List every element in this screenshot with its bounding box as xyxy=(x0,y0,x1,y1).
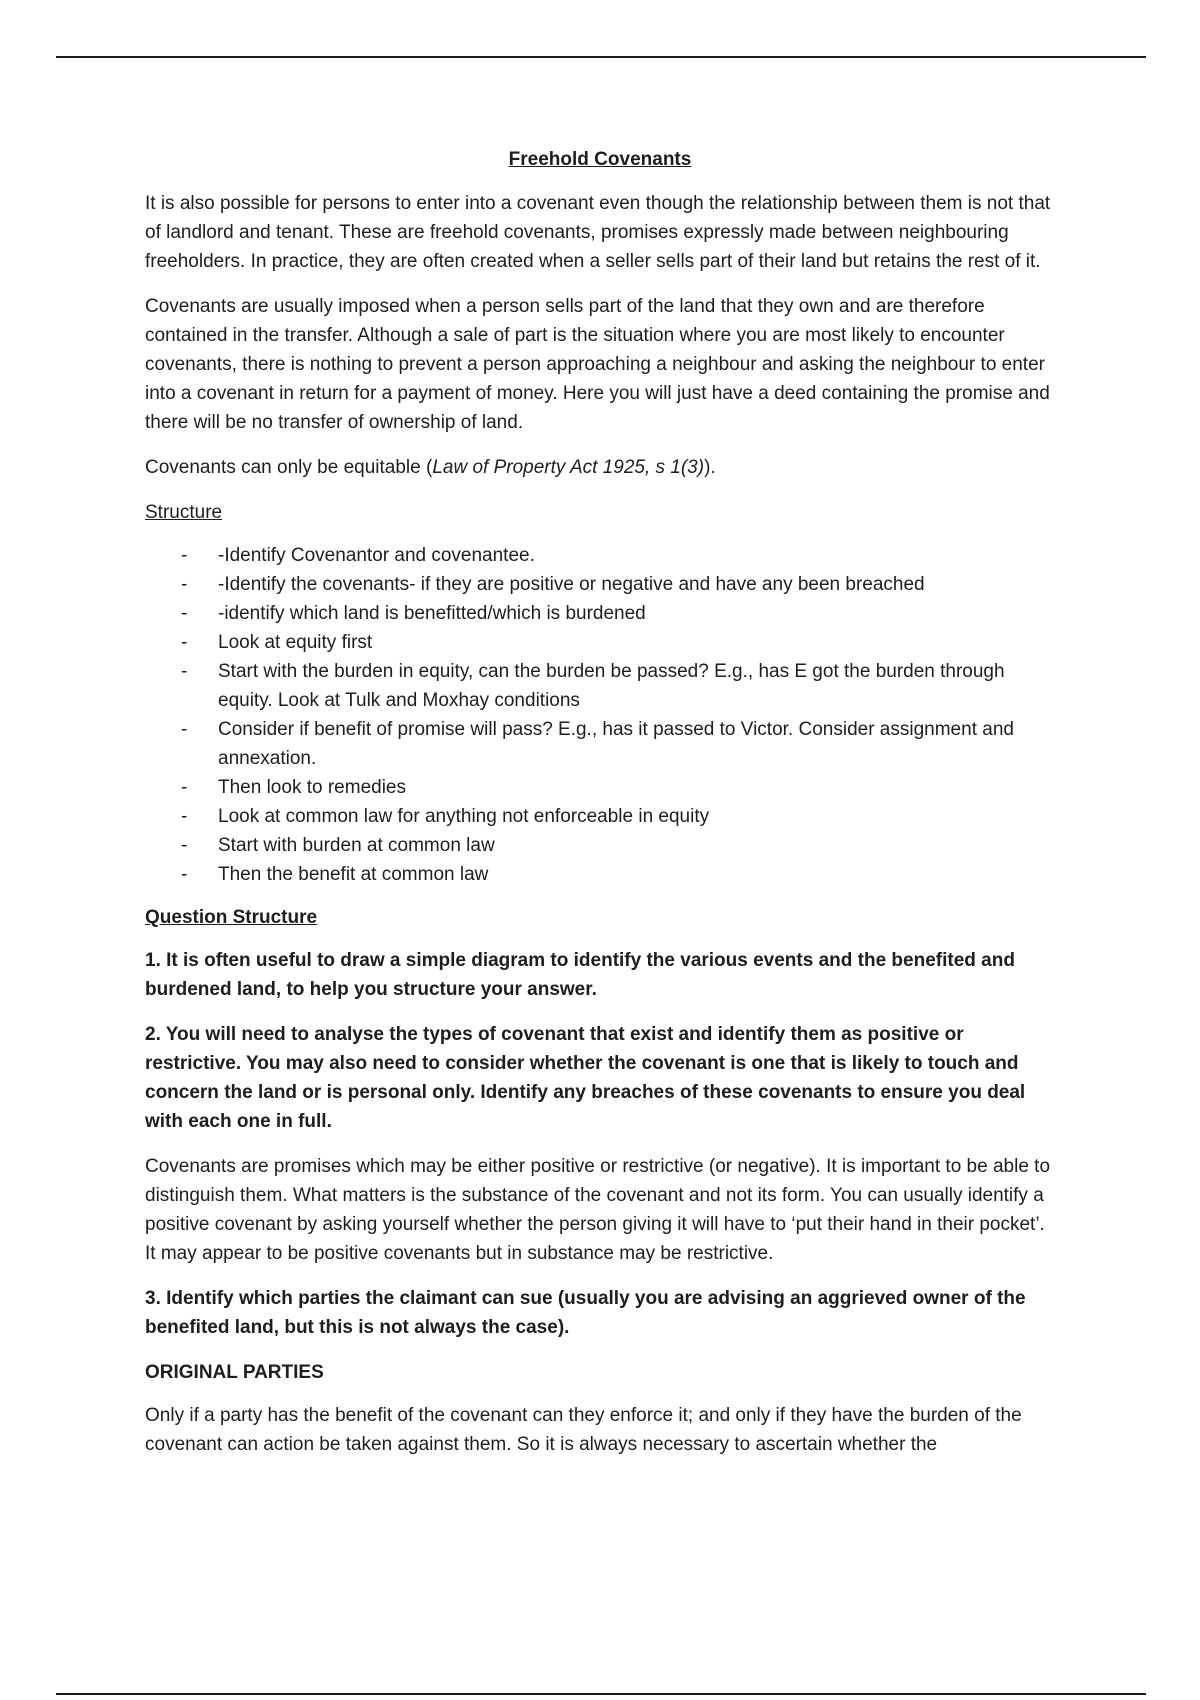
question-point-1: 1. It is often useful to draw a simple diagram to identify the various events and the benefited and burdened land, to help you structure your answer. xyxy=(145,950,1015,1000)
original-parties-paragraph: Only if a party has the benefit of the covenant can they enforce it; and only if they have the burden of the covenant can action be taken against them. So it is always necessary to ascertain whether the xyxy=(145,1405,1022,1455)
structure-heading: Structure xyxy=(145,502,223,523)
page-title: Freehold Covenants xyxy=(508,149,692,170)
intro-paragraph-2: Covenants are usually imposed when a person sells part of the land that they own and are therefore contained in the transfer. Although a sale of part is the situation where you are most likely to encounter covenants, there is nothing to prevent a person approaching a neighbour and asking the neighbour to enter into a covenant in return for a payment of money. Here you will just have a deed containing the promise and there will be no transfer of ownership of land. xyxy=(145,296,1050,433)
equitable-text-before: Covenants can only be equitable ( xyxy=(145,457,433,478)
list-item-text: Start with the burden in equity, can the burden be passed? E.g., has E got the burden through equity. Look at Tulk and Moxhay conditions xyxy=(218,661,1005,711)
covenants-paragraph: Covenants are promises which may be either positive or restrictive (or negative). It is important to be able to distinguish them. What matters is the substance of the covenant and not its form. You can usually identify a positive covenant by asking yourself whether the person giving it will have to ‘put their hand in their pocket’. It may appear to be positive covenants but in substance may be restrictive. xyxy=(145,1156,1051,1264)
original-parties-heading: ORIGINAL PARTIES xyxy=(145,1362,324,1383)
list-item xyxy=(145,831,1055,860)
bullet-dash: - xyxy=(181,603,188,624)
list-item-text: -Identify Covenantor and covenantee. xyxy=(218,545,535,566)
list-item-text: -identify which land is benefitted/which is burdened xyxy=(218,603,646,624)
list-item-text: Look at common law for anything not enforceable in equity xyxy=(218,806,710,827)
question-structure-heading: Question Structure xyxy=(145,907,318,928)
intro-paragraph-1: It is also possible for persons to enter into a covenant even though the relationship between them is not that of landlord and tenant. These are freehold covenants, promises expressly made between neighbouring freeholders. In practice, they are often created when a seller sells part of their land but retains the rest of it. xyxy=(145,193,1051,272)
list-item xyxy=(145,860,1055,889)
structure-list xyxy=(145,541,1055,889)
list-item xyxy=(145,628,1055,657)
list-item-text: Start with burden at common law xyxy=(218,835,495,856)
question-point-2: 2. You will need to analyse the types of covenant that exist and identify them as positive or restrictive. You may also need to consider whether the covenant is one that is likely to touch and concern the land or is personal only. Identify any breaches of these covenants to ensure you deal with each one in full. xyxy=(145,1024,1026,1132)
document-body xyxy=(145,145,1055,1475)
list-item xyxy=(145,773,1055,802)
bullet-dash: - xyxy=(181,661,188,682)
bullet-dash: - xyxy=(181,632,188,653)
bullet-dash: - xyxy=(181,806,188,827)
list-item-text: Look at equity first xyxy=(218,632,373,653)
list-item xyxy=(145,657,1055,715)
list-item-text: Consider if benefit of promise will pass? E.g., has it passed to Victor. Consider assignment and annexation. xyxy=(218,719,1014,769)
list-item xyxy=(145,715,1055,773)
top-rule xyxy=(56,56,1146,58)
bottom-rule xyxy=(56,1693,1146,1695)
bullet-dash: - xyxy=(181,864,188,885)
list-item-text: Then look to remedies xyxy=(218,777,406,798)
list-item xyxy=(145,599,1055,628)
list-item xyxy=(145,570,1055,599)
bullet-dash: - xyxy=(181,574,188,595)
list-item xyxy=(145,802,1055,831)
question-point-3: 3. Identify which parties the claimant can sue (usually you are advising an aggrieved owner of the benefited land, but this is not always the case). xyxy=(145,1288,1026,1338)
bullet-dash: - xyxy=(181,835,188,856)
list-item-text: -Identify the covenants- if they are positive or negative and have any been breached xyxy=(218,574,925,595)
list-item xyxy=(145,541,1055,570)
equitable-paragraph xyxy=(145,453,1055,482)
bullet-dash: - xyxy=(181,777,188,798)
bullet-dash: - xyxy=(181,545,188,566)
list-item-text: Then the benefit at common law xyxy=(218,864,489,885)
equitable-text-after: ). xyxy=(704,457,716,478)
bullet-dash: - xyxy=(181,719,188,740)
statute-citation: Law of Property Act 1925, s 1(3) xyxy=(432,457,705,478)
